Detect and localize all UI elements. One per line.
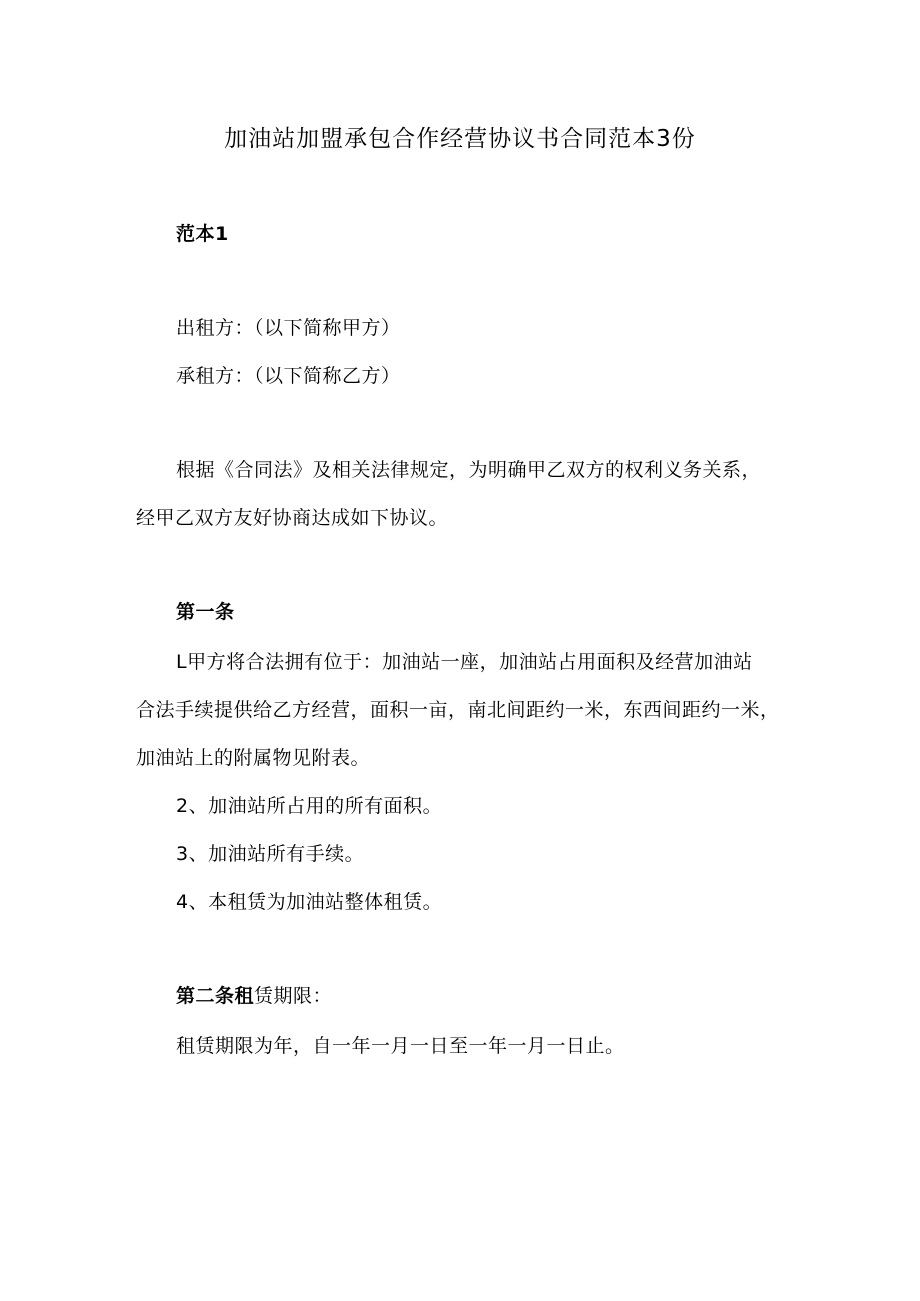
party-a-line: 出租方：（以下简称甲方） (176, 317, 401, 339)
sample-heading: 范本1 (176, 223, 229, 245)
intro-line-1: 根据《合同法》及相关法律规定，为明确甲乙双方的权利义务关系， (176, 459, 762, 481)
article-1-line-2: 合法手续提供给乙方经营，面积一亩，南北间距约一米，东西间距约一米， (136, 699, 780, 721)
article-1-item-2: 2、加油站所占用的所有面积。 (176, 795, 443, 817)
article-1-heading: 第一条 (176, 601, 235, 623)
article-2-heading-bold: 第二条租 (176, 985, 255, 1007)
article-1-line-3: 加油站上的附属物见附表。 (136, 747, 371, 769)
article-2-heading (176, 984, 332, 1008)
intro-line-2: 经甲乙双方友好协商达成如下协议。 (136, 507, 449, 529)
article-1-line-1: L甲方将合法拥有位于：加油站一座，加油站占用面积及经营加油站 (176, 651, 753, 673)
article-1-item-4: 4、本租赁为加油站整体租赁。 (176, 891, 443, 913)
article-1-item-3: 3、加油站所有手续。 (176, 843, 365, 865)
article-2-heading-rest: 赁期限： (254, 985, 333, 1007)
article-2-text: 租赁期限为年，自一年一月一日至一年一月一日止。 (176, 1035, 625, 1057)
party-b-line: 承租方：（以下简称乙方） (176, 365, 401, 387)
document-title: 加油站加盟承包合作经营协议书合同范本3份 (224, 126, 696, 152)
